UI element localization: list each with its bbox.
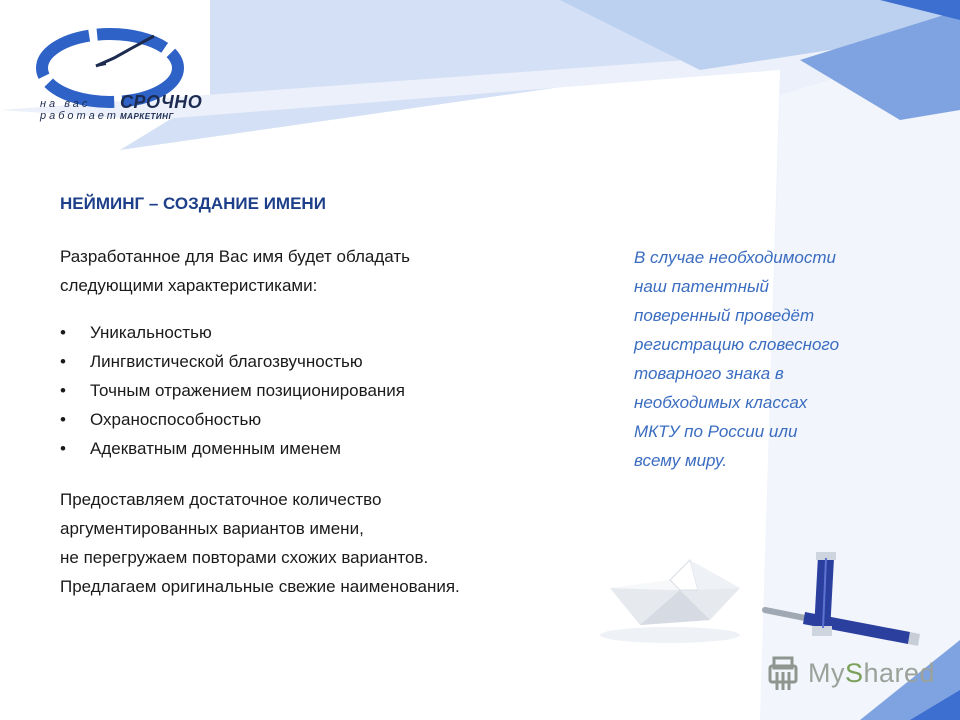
side-note-line: поверенный проведёт xyxy=(634,306,815,325)
list-item-text: Охраноспособностью xyxy=(90,410,262,429)
side-note-line: необходимых классах xyxy=(634,393,808,412)
side-note-line: МКТУ по России или xyxy=(634,422,798,441)
bullet: • xyxy=(60,439,66,458)
bullet: • xyxy=(60,381,66,400)
illustration xyxy=(590,540,960,660)
list-item xyxy=(60,376,405,405)
logo-brand-sub: МАРКЕТИНГ xyxy=(120,112,174,121)
page-title: НЕЙМИНГ – СОЗДАНИЕ ИМЕНИ xyxy=(60,194,326,213)
list-item xyxy=(60,347,405,376)
logo-tagline xyxy=(40,98,119,122)
watermark-highlight: S xyxy=(845,658,864,688)
bullet: • xyxy=(60,352,66,371)
logo-brand: СРОЧНО xyxy=(120,92,203,112)
side-note-line: В случае необходимости xyxy=(634,248,836,267)
watermark-rest: hared xyxy=(863,658,936,688)
list-item-text: Уникальностью xyxy=(90,323,212,342)
side-note-line: всему миру. xyxy=(634,451,728,470)
list-item xyxy=(60,405,405,434)
list-item-text: Лингвистической благозвучностью xyxy=(90,352,363,371)
watermark-prefix: My xyxy=(808,658,845,688)
bullet: • xyxy=(60,410,66,429)
logo-tagline-line2: работает xyxy=(40,110,119,122)
intro-line: Разработанное для Вас имя будет обладать xyxy=(60,247,410,266)
closing-line: Предоставляем достаточное количество xyxy=(60,490,382,509)
bullet: • xyxy=(60,323,66,342)
side-note-line: регистрацию словесного xyxy=(634,335,840,354)
closing-paragraph xyxy=(60,485,620,601)
intro-text xyxy=(60,242,560,300)
closing-line: не перегружаем повторами схожих вариантов. xyxy=(60,548,429,567)
intro-line: следующими характеристиками: xyxy=(60,276,318,295)
list-item-text: Точным отражением позиционирования xyxy=(90,381,405,400)
list-item-text: Адекватным доменным именем xyxy=(90,439,341,458)
closing-line: Предлагаем оригинальные свежие наименования. xyxy=(60,577,460,596)
closing-line: аргументированных вариантов имени, xyxy=(60,519,364,538)
paper-boat-icon xyxy=(600,560,740,643)
watermark-text xyxy=(808,658,935,689)
side-note xyxy=(634,243,924,475)
feature-list xyxy=(60,318,405,463)
logo-tagline-line1: на вас xyxy=(40,98,91,110)
side-note-line: наш патентный xyxy=(634,277,769,296)
side-note-line: товарного знака в xyxy=(634,364,784,383)
fountain-pen-icon xyxy=(765,552,920,646)
list-item xyxy=(60,318,405,347)
list-item xyxy=(60,434,405,463)
